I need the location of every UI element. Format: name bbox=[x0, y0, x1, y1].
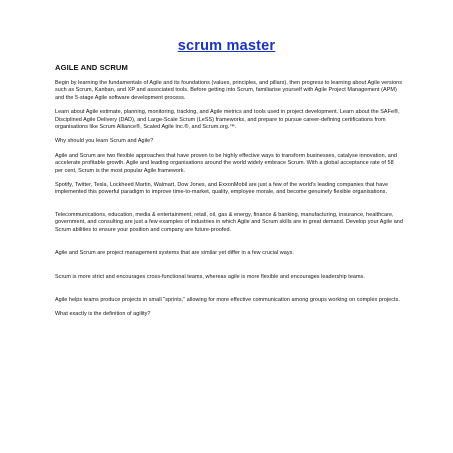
section-heading: AGILE AND SCRUM bbox=[55, 63, 128, 72]
paragraph-question: Why should you learn Scrum and Agile? bbox=[55, 138, 154, 145]
paragraph-sprints: Agile helps teams produce projects in small "sprints," allowing for more effective communication among groups working on complex projects. bbox=[55, 296, 400, 303]
paragraph-approaches: Agile and Scrum are two flexible approaches that have proven to be highly effective ways to transform businesses, catalyse innovation, and accelerate profitable growth. Agile and leading organisations around the world widely embrace Scrum. With a global acceptance rate of 58 per cent, Scrum is the most popular Agile framework. bbox=[55, 152, 397, 174]
document-body bbox=[55, 63, 403, 319]
paragraph-fundamentals: Begin by learning the fundamentals of Agile and its foundations (values, principles, and pillars), then progress to learning about Agile versions such as Scrum, Kanban, and XP and associated tools. Before getting into Scrum, familiarise yourself with Agile Project Management (APM) and the 5-stage Agile software development process. bbox=[55, 80, 402, 101]
paragraph-strict: Scrum is more strict and encourages cross-functional teams, whereas agile is more flexible and encourages leadership teams. bbox=[55, 273, 365, 280]
paragraph-systems: Agile and Scrum are project management systems that are similar yet differ in a few crucial ways. bbox=[55, 250, 294, 257]
paragraph-industries: Telecommunications, education, media & entertainment, retail, oil, gas & energy, finance & banking, manufacturing, insurance, healthcare, government, and consulting are just a few examples of industries in which Agile and Scrum skills are in great demand. Develop your Agile and Scrum abilities to ensure your position and company are future-proofed. bbox=[55, 211, 403, 233]
paragraph-estimate: Learn about Agile estimate, planning, monitoring, tracking, and Agile metrics and tools used in project development. Learn about the SAFe®, Disciplined Agile Delivery (DAD), and Large-Scale Scrum (LeSS) frameworks, and prepare to pursue career-defining certifications from organisations like Scrum Alliance®, Scaled Agile Inc.®, and Scrum.org.™. bbox=[55, 109, 400, 131]
document-title: scrum master bbox=[177, 38, 276, 54]
paragraph-companies: Spotify, Twitter, Tesla, Lockheed Martin, Walmart, Dow Jones, and ExxonMobil are just a few of the world's leading companies that have implemented this powerful paradigm to improve time-to-market, quality, employee morale, and become genuinely flexible organisations. bbox=[55, 182, 389, 196]
paragraph-definition: What exactly is the definition of agility? bbox=[55, 311, 151, 318]
